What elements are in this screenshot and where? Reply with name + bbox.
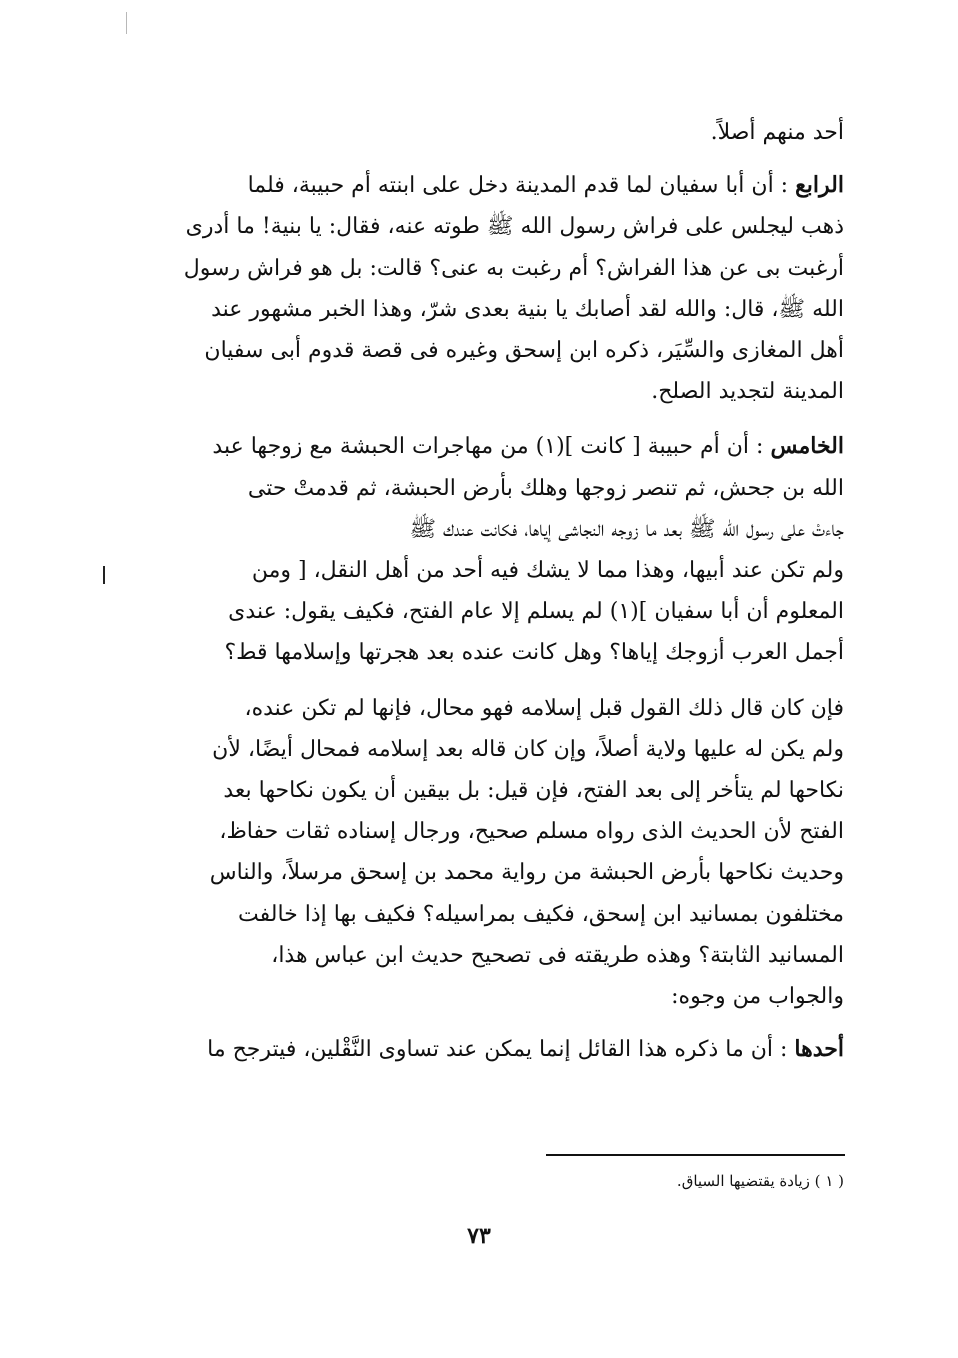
text-line: والجواب من وجوه: (671, 984, 844, 1010)
main-text (132, 112, 844, 1070)
paragraph-gap (132, 412, 844, 426)
text-line: الله ﷺ، قال: والله لقد أصابك يا بنية بعدى شرّ، وهذا الخبر مشهور عند (211, 296, 844, 322)
scan-margin-mark (126, 12, 127, 34)
text-line: أحد منهم أصلاً. (710, 120, 844, 145)
section-term-fourth: الرابع (795, 172, 844, 199)
text-line: المسانيد الثابتة؟ وهذه طريقته فى تصحيح حديث ابن عباس هذا، (271, 942, 844, 968)
section-term-first: أحدها (794, 1036, 844, 1063)
footnote: ( ١ ) زيادة يقتضيها السياق. (676, 1172, 844, 1190)
text-line: الرابع : أن أبا سفيان لما قدم المدينة دخل على ابنته أم حبيبة، فلما (247, 172, 844, 199)
text-line: أحدها : أن ما ذكره هذا القائل إنما يمكن عند تساوى النَّقْلين، فيترجح ما (207, 1036, 844, 1063)
text-line: الخامس : أن أم حبيبة [ كانت ](١) من مهاجرات الحبشة مع زوجها عبد (212, 433, 844, 460)
text-line: المدينة لتجديد الصلح. (651, 379, 844, 405)
paragraph-gap (132, 1017, 844, 1029)
footnote-divider (546, 1154, 845, 1156)
text-line: أهل المغازى والسِّيَر، ذكره ابن إسحق وغيره فى قصة قدوم أبى سفيان (204, 338, 844, 364)
text-line: المعلوم أن أبا سفيان ](١) لم يسلم إلا عام الفتح، فكيف يقول: عندى (228, 599, 844, 625)
margin-tick-mark (103, 566, 105, 584)
paragraph-fourth (132, 165, 844, 412)
paragraph-first-answer (132, 1029, 844, 1070)
paragraph-fifth (132, 426, 844, 673)
paragraph-objection (132, 688, 844, 1018)
page-number: ٧٣ (467, 1223, 491, 1249)
paragraph-gap (132, 153, 844, 165)
text-line: ولم يكن له عليها ولاية أصلاً، وإن كان قاله بعد إسلامه فمحال أيضًا، لأن (212, 736, 844, 762)
text-line: الله بن جحش، ثم تنصر زوجها وهلك بأرض الحبشة، ثم قدمتْ حتى (247, 475, 844, 501)
text-line: مختلفون بمسانيد ابن إسحق، فكيف بمراسيله؟ فكيف بها إذا خالفت (238, 901, 844, 927)
text-line: ذهب ليجلس على فراش رسول الله ﷺ طوته عنه، فقال: يا بنية! ما أدرى (185, 214, 844, 240)
text-line: نكاحها لم يتأخر إلى بعد الفتح، فإن قيل: بل بيقين أن يكون نكاحها بعد (223, 778, 844, 804)
text-line: وحديث نكاحها بأرض الحبشة من رواية محمد بن إسحق مرسلاً، والناس (209, 860, 844, 886)
text-line: جاءتْ على رسول الله ﷺ بعد ما زوجه النجاشى إياها، فكانت عندك ﷺ (409, 516, 844, 542)
text-line: فإن كان قال ذلك القول قبل إسلامه فهو محال، فإنها لم تكن عنده، (244, 695, 844, 721)
text-line: أجمل العرب أزوجك إياها؟ وهل كانت عنده بعد هجرتها وإسلامها قط؟ (224, 640, 844, 666)
text-line: أرغبت بى عن هذا الفراش؟ أم رغبت به عنى؟ قالت: بل هو فراش رسول (183, 255, 844, 281)
text-line: الفتح لأن الحديث الذى رواه مسلم صحيح، ورجال إسناده ثقات حفاظ، (219, 819, 844, 845)
paragraph-gap (132, 674, 844, 688)
section-term-fifth: الخامس (770, 433, 844, 460)
text-line: ولم تكن عند أبيها، وهذا مما لا يشك فيه أحد من أهل النقل، [ ومن (251, 558, 844, 584)
